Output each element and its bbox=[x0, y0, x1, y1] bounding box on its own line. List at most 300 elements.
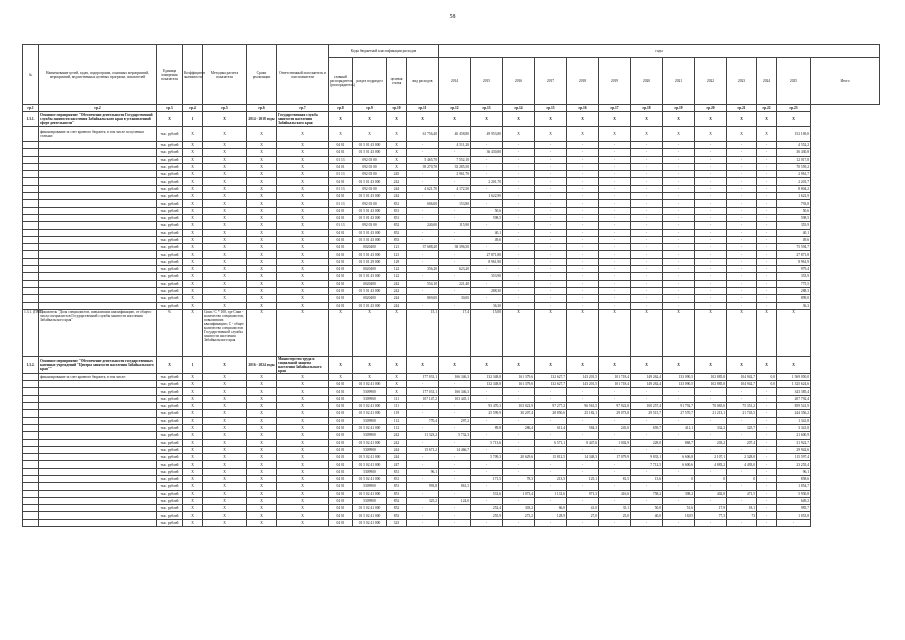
table-cell: - bbox=[535, 395, 567, 402]
table-cell: - bbox=[695, 200, 727, 207]
table-cell: 851 bbox=[387, 490, 407, 497]
table-cell: - bbox=[757, 185, 777, 192]
table-cell: - bbox=[567, 273, 599, 280]
table-row bbox=[23, 200, 880, 207]
table-cell: 207,4 bbox=[727, 439, 757, 446]
table-cell: 1.3.2. bbox=[23, 356, 39, 373]
table-cell: 128,9 bbox=[535, 512, 567, 519]
table-cell: - bbox=[567, 280, 599, 287]
table-cell: X bbox=[599, 112, 631, 127]
table-cell: - bbox=[631, 251, 663, 258]
table-cell: X bbox=[183, 373, 203, 380]
table-cell: - bbox=[407, 214, 439, 221]
table-cell: X bbox=[183, 171, 203, 178]
table-cell: 1 341,8 bbox=[777, 417, 811, 424]
table-cell: - bbox=[535, 519, 567, 526]
table-cell bbox=[23, 424, 39, 431]
table-cell: 242 bbox=[387, 439, 407, 446]
table-cell: 092 03 00 bbox=[353, 156, 387, 163]
table-cell: - bbox=[757, 163, 777, 170]
table-cell: - bbox=[567, 295, 599, 302]
table-cell bbox=[23, 461, 39, 468]
table-row bbox=[23, 410, 880, 417]
row-name-cell bbox=[39, 142, 157, 149]
table-cell: X bbox=[277, 309, 329, 356]
table-cell: X bbox=[277, 483, 329, 490]
table-cell: - bbox=[471, 519, 503, 526]
table-cell: - bbox=[407, 229, 439, 236]
table-cell: - bbox=[695, 417, 727, 424]
table-cell: 01 5 02 41 000 bbox=[353, 461, 387, 468]
table-cell: 143 201,5 bbox=[567, 373, 599, 380]
group-number-cell: гр.15 bbox=[535, 105, 567, 112]
table-cell: - bbox=[663, 432, 695, 439]
row-name-cell bbox=[39, 461, 157, 468]
table-cell: - bbox=[503, 519, 535, 526]
table-cell: 5309900 bbox=[353, 483, 387, 490]
table-cell: X bbox=[183, 454, 203, 461]
table-cell: - bbox=[535, 142, 567, 149]
table-cell: 244 bbox=[387, 185, 407, 192]
table-cell: - bbox=[727, 229, 757, 236]
table-cell: - bbox=[567, 266, 599, 273]
table-cell bbox=[23, 185, 39, 192]
table-cell bbox=[23, 410, 39, 417]
table-cell: - bbox=[663, 497, 695, 504]
table-cell: 133 090,5 bbox=[663, 373, 695, 380]
table-cell: - bbox=[757, 142, 777, 149]
row-name-cell bbox=[39, 229, 157, 236]
table-row bbox=[23, 432, 880, 439]
table-cell: - bbox=[631, 280, 663, 287]
table-cell: X bbox=[183, 439, 203, 446]
table-row bbox=[23, 280, 880, 287]
table-cell: 20 629,6 bbox=[503, 454, 535, 461]
group-number-cell: гр.22 bbox=[757, 105, 777, 112]
table-cell: X bbox=[203, 497, 247, 504]
table-cell: - bbox=[439, 178, 471, 185]
table-cell: тыс. рублей bbox=[157, 244, 183, 251]
header-budget-sub: раздел подраздел bbox=[353, 58, 387, 105]
table-cell: X bbox=[471, 112, 503, 127]
table-cell: 04 01 bbox=[329, 410, 353, 417]
table-cell: X bbox=[631, 309, 663, 356]
table-cell: - bbox=[407, 207, 439, 214]
table-cell: - bbox=[757, 258, 777, 265]
table-cell: X bbox=[203, 258, 247, 265]
table-cell: - bbox=[439, 229, 471, 236]
table-cell: - bbox=[757, 461, 777, 468]
table-cell: 2014 - 2018 годы bbox=[247, 112, 277, 127]
table-cell: 092 03 00 bbox=[353, 222, 387, 229]
table-cell: - bbox=[663, 200, 695, 207]
table-cell: тыс. рублей bbox=[157, 229, 183, 236]
table-cell: 122 bbox=[387, 273, 407, 280]
row-name-cell bbox=[39, 446, 157, 453]
table-cell: 245,0 bbox=[599, 424, 631, 431]
row-name-cell bbox=[39, 490, 157, 497]
table-cell: - bbox=[599, 171, 631, 178]
table-cell: тыс. рублей bbox=[157, 461, 183, 468]
table-cell: X bbox=[277, 178, 329, 185]
table-cell: X bbox=[277, 171, 329, 178]
table-cell: - bbox=[599, 229, 631, 236]
row-name-cell bbox=[39, 222, 157, 229]
table-cell: 78,3 bbox=[503, 475, 535, 482]
table-cell: - bbox=[503, 468, 535, 475]
table-cell: 288,30 bbox=[471, 287, 503, 294]
table-cell: - bbox=[695, 222, 727, 229]
table-cell: тыс. рублей bbox=[157, 127, 183, 142]
table-cell: - bbox=[503, 302, 535, 309]
table-cell: X bbox=[277, 222, 329, 229]
table-cell: 2 201,7 bbox=[777, 178, 811, 185]
table-cell: 27,0 bbox=[567, 512, 599, 519]
table-cell: - bbox=[407, 258, 439, 265]
table-cell: X bbox=[387, 381, 407, 388]
table-cell: 793,8 bbox=[777, 200, 811, 207]
table-cell: тыс. рублей bbox=[157, 178, 183, 185]
table-cell: - bbox=[407, 454, 439, 461]
table-cell: 611,4 bbox=[535, 424, 567, 431]
table-cell: X bbox=[777, 356, 811, 373]
group-number-cell: гр.7 bbox=[277, 105, 329, 112]
table-cell: - bbox=[407, 193, 439, 200]
table-cell: X bbox=[387, 149, 407, 156]
row-name-cell bbox=[39, 381, 157, 388]
table-cell: 221,40 bbox=[439, 280, 471, 287]
table-cell bbox=[23, 258, 39, 265]
table-cell: - bbox=[503, 185, 535, 192]
table-cell: - bbox=[599, 417, 631, 424]
table-cell: X bbox=[247, 273, 277, 280]
table-row bbox=[23, 417, 880, 424]
table-cell: 8 447,6 bbox=[567, 439, 599, 446]
table-cell: X bbox=[203, 483, 247, 490]
table-cell: 6 600,6 bbox=[663, 461, 695, 468]
table-cell: 5309900 bbox=[353, 432, 387, 439]
table-cell: 17,9 bbox=[695, 505, 727, 512]
group-number-cell: гр.13 bbox=[471, 105, 503, 112]
table-cell: - bbox=[407, 403, 439, 410]
row-name-cell bbox=[39, 403, 157, 410]
table-cell: X bbox=[203, 142, 247, 149]
table-row bbox=[23, 171, 880, 178]
table-cell: - bbox=[503, 439, 535, 446]
table-cell: 01 5 01 43 000 bbox=[353, 251, 387, 258]
table-cell: - bbox=[503, 497, 535, 504]
table-cell: 244 356,2 bbox=[777, 410, 811, 417]
table-cell: тыс. рублей bbox=[157, 236, 183, 243]
group-number-cell: гр.10 bbox=[387, 105, 407, 112]
table-cell: X bbox=[277, 468, 329, 475]
table-cell: X bbox=[247, 446, 277, 453]
table-cell: - bbox=[407, 475, 439, 482]
table-cell: X bbox=[277, 519, 329, 526]
table-cell: 36 430,80 bbox=[471, 149, 503, 156]
table-cell: - bbox=[535, 214, 567, 221]
table-cell: X bbox=[183, 497, 203, 504]
table-cell: 01 5 01 43 000 bbox=[353, 236, 387, 243]
table-cell: - bbox=[631, 395, 663, 402]
table-row bbox=[23, 454, 880, 461]
table-cell: - bbox=[567, 468, 599, 475]
table-cell: - bbox=[503, 149, 535, 156]
row-name-cell bbox=[39, 395, 157, 402]
table-cell: тыс. рублей bbox=[157, 142, 183, 149]
table-cell: X bbox=[183, 222, 203, 229]
table-cell: 5309900 bbox=[353, 417, 387, 424]
table-cell: X bbox=[247, 483, 277, 490]
table-cell: 1 073,4 bbox=[503, 490, 535, 497]
table-cell bbox=[23, 446, 39, 453]
table-cell: 851 bbox=[387, 483, 407, 490]
table-cell: тыс. рублей bbox=[157, 439, 183, 446]
table-row bbox=[23, 251, 880, 258]
table-cell: X bbox=[407, 356, 439, 373]
table-cell: 01 5 02 41 000 bbox=[353, 424, 387, 431]
table-cell bbox=[23, 505, 39, 512]
table-cell: X bbox=[277, 193, 329, 200]
table-cell: - bbox=[663, 417, 695, 424]
table-cell: - bbox=[631, 193, 663, 200]
table-cell: - bbox=[407, 490, 439, 497]
table-cell: 1 622,9 bbox=[777, 193, 811, 200]
table-cell bbox=[23, 475, 39, 482]
table-cell: X bbox=[183, 395, 203, 402]
table-cell: 132 627,7 bbox=[535, 381, 567, 388]
table-cell: - bbox=[695, 251, 727, 258]
table-cell: X bbox=[277, 200, 329, 207]
table-cell: 213,5 bbox=[535, 475, 567, 482]
table-cell bbox=[23, 171, 39, 178]
row-name-cell bbox=[39, 236, 157, 243]
row-name-cell bbox=[39, 483, 157, 490]
table-cell bbox=[23, 214, 39, 221]
table-cell: 18,1 bbox=[727, 505, 757, 512]
table-cell: - bbox=[439, 512, 471, 519]
table-row bbox=[23, 236, 880, 243]
table-cell: - bbox=[757, 273, 777, 280]
table-cell: - bbox=[503, 295, 535, 302]
table-cell: тыс. рублей bbox=[157, 163, 183, 170]
table-cell: 554,10 bbox=[407, 280, 439, 287]
table-cell: - bbox=[695, 258, 727, 265]
table-cell: - bbox=[695, 236, 727, 243]
table-cell: 171,5 bbox=[471, 475, 503, 482]
table-cell: 177 031,1 bbox=[407, 373, 439, 380]
table-cell: - bbox=[599, 266, 631, 273]
table-cell: - bbox=[727, 236, 757, 243]
table-cell: тыс. рублей bbox=[157, 171, 183, 178]
table-cell: X bbox=[567, 309, 599, 356]
table-cell: 1 bbox=[183, 112, 203, 127]
table-cell: X bbox=[203, 505, 247, 512]
table-cell: 2 328,0 bbox=[727, 454, 757, 461]
table-cell: 5309900 bbox=[353, 468, 387, 475]
table-cell: 6 571,1 bbox=[535, 439, 567, 446]
table-cell: - bbox=[503, 461, 535, 468]
table-cell: - bbox=[535, 295, 567, 302]
table-cell: X bbox=[439, 112, 471, 127]
row-name-cell bbox=[39, 295, 157, 302]
table-cell: - bbox=[727, 266, 757, 273]
table-cell: X bbox=[183, 280, 203, 287]
table-row bbox=[23, 185, 880, 192]
table-cell: - bbox=[503, 178, 535, 185]
table-cell: X bbox=[203, 171, 247, 178]
table-cell: 01 13 bbox=[329, 200, 353, 207]
table-cell: X bbox=[203, 490, 247, 497]
table-cell: 303,2 bbox=[503, 505, 535, 512]
table-cell: 29 942,6 bbox=[777, 446, 811, 453]
table-cell: X bbox=[203, 163, 247, 170]
group-number-cell: гр.3 bbox=[157, 105, 183, 112]
table-cell: тыс. рублей bbox=[157, 505, 183, 512]
table-cell: 770,4 bbox=[407, 417, 439, 424]
table-cell: - bbox=[439, 403, 471, 410]
table-cell: - bbox=[503, 388, 535, 395]
table-cell: - bbox=[599, 432, 631, 439]
table-cell: 15,00 bbox=[471, 309, 503, 356]
table-cell bbox=[23, 468, 39, 475]
table-cell: X bbox=[503, 112, 535, 127]
table-cell: - bbox=[567, 207, 599, 214]
table-row bbox=[23, 483, 880, 490]
table-cell: - bbox=[599, 468, 631, 475]
table-cell: - bbox=[727, 432, 757, 439]
table-cell: X bbox=[247, 388, 277, 395]
table-cell: 207 792,4 bbox=[777, 395, 811, 402]
table-cell: - bbox=[663, 207, 695, 214]
table-cell: - bbox=[695, 519, 727, 526]
table-cell: - bbox=[503, 280, 535, 287]
table-cell: 868,7 bbox=[663, 439, 695, 446]
table-cell: 21 213,1 bbox=[695, 410, 727, 417]
table-cell: - bbox=[663, 214, 695, 221]
table-cell: 979,4 bbox=[777, 266, 811, 273]
table-row bbox=[23, 356, 880, 373]
table-cell: X bbox=[183, 403, 203, 410]
table-cell: X bbox=[203, 468, 247, 475]
group-number-cell: гр.11 bbox=[407, 105, 439, 112]
row-name-cell bbox=[39, 505, 157, 512]
table-cell: - bbox=[439, 302, 471, 309]
table-cell bbox=[23, 295, 39, 302]
table-cell: - bbox=[757, 403, 777, 410]
table-cell: 01 5 01 43 000 bbox=[353, 178, 387, 185]
table-cell bbox=[23, 454, 39, 461]
table-cell: X bbox=[535, 127, 567, 142]
table-cell: 659,7 bbox=[631, 424, 663, 431]
table-cell: 5309900 bbox=[353, 446, 387, 453]
table-cell: X bbox=[757, 127, 777, 142]
table-cell: тыс. рублей bbox=[157, 207, 183, 214]
table-cell: - bbox=[567, 388, 599, 395]
table-cell: 04 01 bbox=[329, 475, 353, 482]
table-cell: - bbox=[663, 302, 695, 309]
table-cell: - bbox=[727, 388, 757, 395]
table-cell: X bbox=[535, 356, 567, 373]
table-cell: 27 570,7 bbox=[663, 410, 695, 417]
group-number-cell: гр.14 bbox=[503, 105, 535, 112]
table-cell: X bbox=[277, 497, 329, 504]
table-cell: - bbox=[757, 424, 777, 431]
table-cell: X bbox=[203, 519, 247, 526]
table-cell: - bbox=[727, 468, 757, 475]
table-cell: X bbox=[247, 302, 277, 309]
table-cell: - bbox=[631, 266, 663, 273]
table-cell: 41,0 bbox=[567, 505, 599, 512]
table-cell: - bbox=[757, 193, 777, 200]
table-cell: X bbox=[329, 373, 353, 380]
header-year: 2022 bbox=[695, 58, 727, 105]
table-cell: 04 01 bbox=[329, 505, 353, 512]
table-cell: X bbox=[247, 251, 277, 258]
table-cell: 04 01 bbox=[329, 395, 353, 402]
table-cell: X bbox=[387, 309, 407, 356]
table-cell: - bbox=[757, 149, 777, 156]
table-cell: - bbox=[663, 468, 695, 475]
row-name-cell bbox=[39, 475, 157, 482]
table-cell: - bbox=[503, 432, 535, 439]
table-cell: - bbox=[567, 214, 599, 221]
table-cell: X bbox=[277, 373, 329, 380]
table-cell: - bbox=[567, 142, 599, 149]
table-row bbox=[23, 258, 880, 265]
table-cell: - bbox=[695, 287, 727, 294]
table-cell: - bbox=[757, 439, 777, 446]
table-cell: X bbox=[203, 193, 247, 200]
table-cell: 01 5 01 43 000 bbox=[353, 287, 387, 294]
table-cell: - bbox=[757, 295, 777, 302]
table-cell: - bbox=[471, 483, 503, 490]
table-cell: X bbox=[203, 149, 247, 156]
table-row bbox=[23, 163, 880, 170]
table-cell: X bbox=[353, 112, 387, 127]
table-cell: - bbox=[631, 388, 663, 395]
table-cell: 75 351,2 bbox=[727, 403, 757, 410]
table-cell: X bbox=[329, 127, 353, 142]
table-cell: 40,1 bbox=[471, 229, 503, 236]
table-cell: - bbox=[471, 446, 503, 453]
table-cell: 5 465,70 bbox=[407, 156, 439, 163]
table-cell: X bbox=[247, 519, 277, 526]
table-cell: - bbox=[567, 244, 599, 251]
table-cell: - bbox=[439, 207, 471, 214]
table-cell: X bbox=[727, 309, 757, 356]
table-cell: 092 03 00 bbox=[353, 163, 387, 170]
table-cell: тыс. рублей bbox=[157, 302, 183, 309]
table-cell: - bbox=[757, 432, 777, 439]
table-cell bbox=[23, 512, 39, 519]
table-cell: 1 002,9 bbox=[599, 439, 631, 446]
table-cell: X bbox=[599, 356, 631, 373]
table-cell: X bbox=[183, 236, 203, 243]
table-cell: X bbox=[277, 142, 329, 149]
table-cell: 04 01 bbox=[329, 512, 353, 519]
table-cell: 36,30 bbox=[471, 302, 503, 309]
table-cell: X bbox=[663, 309, 695, 356]
table-cell: X bbox=[247, 178, 277, 185]
table-cell: - bbox=[663, 229, 695, 236]
table-cell: тыс. рублей bbox=[157, 483, 183, 490]
table-cell: 132 348,8 bbox=[471, 381, 503, 388]
table-row bbox=[23, 207, 880, 214]
table-row bbox=[23, 273, 880, 280]
table-cell: X bbox=[353, 373, 387, 380]
table-cell: 092 03 00 bbox=[353, 185, 387, 192]
